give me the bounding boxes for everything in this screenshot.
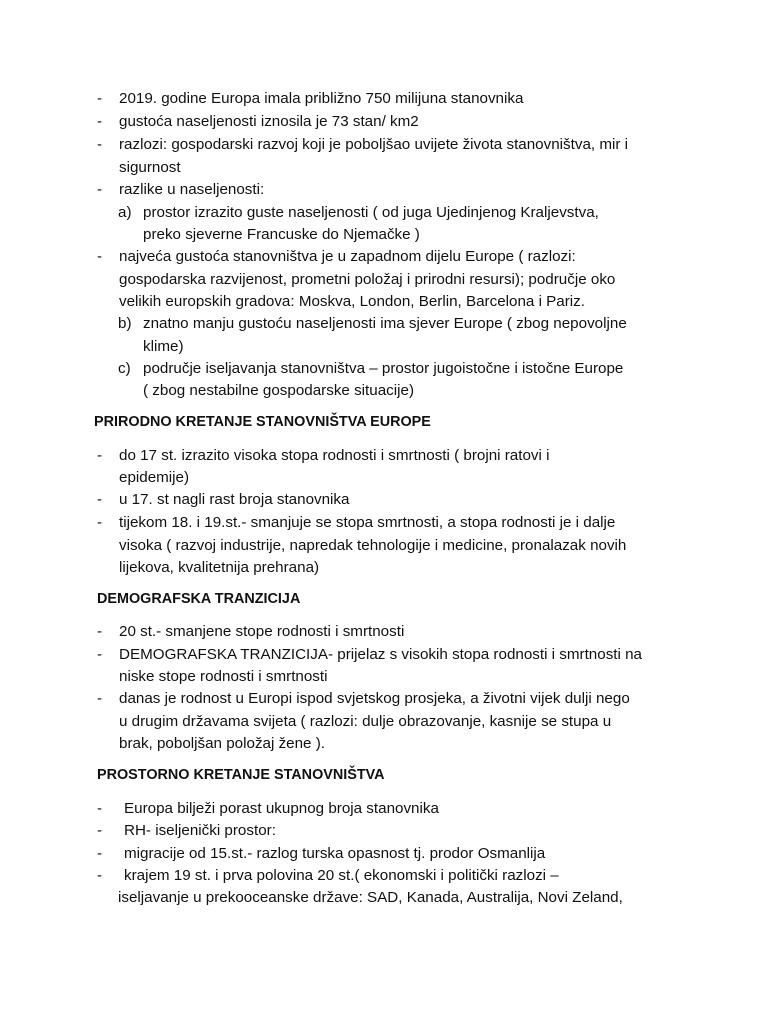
bullet-dash: - (97, 623, 103, 640)
list-item (0, 110, 768, 133)
heading-text: DEMOGRAFSKA TRANZICIJA (97, 591, 301, 607)
sub-list-continuation (0, 223, 768, 246)
list-item-continuation (0, 732, 768, 755)
list-item-text: u drugim državama svijeta ( razlozi: dulje obrazovanje, kasnije se stupa u (119, 713, 612, 730)
list-item (0, 819, 768, 842)
list-item-text: 2019. godine Europa imala približno 750 milijuna stanovnika (119, 90, 524, 107)
bullet-dash: - (97, 845, 103, 862)
list-item-text: krajem 19 st. i prva polovina 20 st.( ekonomski i politički razlozi – (124, 867, 559, 884)
list-item-text: niske stope rodnosti i smrtnosti (119, 668, 328, 685)
list-item-continuation (0, 268, 768, 291)
list-item (0, 620, 768, 643)
list-item-text: u 17. st nagli rast broja stanovnika (119, 491, 350, 508)
list-item-continuation (0, 886, 768, 909)
bullet-dash: - (97, 113, 103, 130)
list-item-text: iseljavanje u prekooceanske države: SAD, Kanada, Australija, Novi Zeland, (118, 889, 623, 906)
list-item-text: razlozi: gospodarski razvoj koji je poboljšao uvijete života stanovništva, mir i (119, 136, 629, 153)
list-item-text: lijekova, kvalitetnija prehrana) (119, 559, 320, 576)
sub-list-text: preko sjeverne Francuske do Njemačke ) (143, 226, 420, 243)
list-item-continuation (0, 665, 768, 688)
list-item-text: DEMOGRAFSKA TRANZICIJA- prijelaz s visokih stopa rodnosti i smrtnosti na (119, 646, 642, 663)
list-item (0, 797, 768, 820)
bullet-dash: - (97, 136, 103, 153)
bullet-dash: - (97, 646, 103, 663)
list-item-continuation (0, 290, 768, 313)
list-item-continuation (0, 710, 768, 733)
sub-list-item (0, 201, 768, 224)
sub-list-item (0, 312, 768, 335)
list-item (0, 864, 768, 887)
list-item-text: brak, poboljšan položaj žene ). (119, 735, 326, 752)
list-item (0, 511, 768, 534)
sub-list-continuation (0, 335, 768, 358)
sub-list-text: prostor izrazito guste naseljenosti ( od juga Ujedinjenog Kraljevstva, (143, 204, 599, 221)
list-item-continuation (0, 534, 768, 557)
section-heading (0, 588, 768, 611)
list-item-text: Europa bilježi porast ukupnog broja stanovnika (124, 800, 439, 817)
list-item (0, 87, 768, 110)
bullet-dash: - (97, 822, 103, 839)
section-heading (0, 411, 768, 434)
sub-list-continuation (0, 379, 768, 402)
list-item-continuation (0, 466, 768, 489)
bullet-dash: - (97, 800, 103, 817)
list-item-text: RH- iseljenički prostor: (124, 822, 276, 839)
bullet-dash: - (97, 248, 103, 265)
bullet-dash: - (97, 491, 103, 508)
sub-list-text: klime) (143, 338, 184, 355)
list-item (0, 842, 768, 865)
section-heading (0, 764, 768, 787)
bullet-dash: - (97, 447, 103, 464)
bullet-dash: - (97, 867, 103, 884)
sub-list-item (0, 357, 768, 380)
list-item (0, 444, 768, 467)
bullet-dash: - (97, 181, 103, 198)
list-item (0, 643, 768, 666)
sub-list-text: područje iseljavanja stanovništva – prostor jugoistočne i istočne Europe (143, 360, 624, 377)
sub-list-letter: b) (118, 315, 132, 332)
list-item-text: danas je rodnost u Europi ispod svjetskog prosjeka, a životni vijek dulji nego (119, 690, 630, 707)
list-item-text: migracije od 15.st.- razlog turska opasnost tj. prodor Osmanlija (124, 845, 546, 862)
sub-list-text: znatno manju gustoću naseljenosti ima sjever Europe ( zbog nepovoljne (143, 315, 627, 332)
bullet-dash: - (97, 690, 103, 707)
sub-list-letter: c) (118, 360, 131, 377)
list-item (0, 133, 768, 156)
heading-text: PROSTORNO KRETANJE STANOVNIŠTVA (97, 767, 385, 783)
list-item-text: razlike u naseljenosti: (119, 181, 265, 198)
heading-text: PRIRODNO KRETANJE STANOVNIŠTVA EUROPE (94, 414, 431, 430)
list-item-text: 20 st.- smanjene stope rodnosti i smrtnosti (119, 623, 405, 640)
list-item-text: gustoća naseljenosti iznosila je 73 stan/ km2 (119, 113, 419, 130)
list-item-text: sigurnost (119, 159, 181, 176)
list-item-text: epidemije) (119, 469, 190, 486)
list-item (0, 178, 768, 201)
list-item-text: velikih europskih gradova: Moskva, London, Berlin, Barcelona i Pariz. (119, 293, 585, 310)
sub-list-text: ( zbog nestabilne gospodarske situacije) (143, 382, 415, 399)
list-item-continuation (0, 156, 768, 179)
sub-list-letter: a) (118, 204, 132, 221)
list-item-text: najveća gustoća stanovništva je u zapadnom dijelu Europe ( razlozi: (119, 248, 576, 265)
list-item (0, 687, 768, 710)
bullet-dash: - (97, 90, 103, 107)
list-item-continuation (0, 556, 768, 579)
list-item-text: do 17 st. izrazito visoka stopa rodnosti i smrtnosti ( brojni ratovi i (119, 447, 550, 464)
list-item-text: tijekom 18. i 19.st.- smanjuje se stopa smrtnosti, a stopa rodnosti je i dalje (119, 514, 616, 531)
list-item (0, 245, 768, 268)
list-item-text: gospodarska razvijenost, prometni položaj i prirodni resursi); područje oko (119, 271, 616, 288)
list-item-text: visoka ( razvoj industrije, napredak tehnologije i medicine, pronalazak novih (119, 537, 627, 554)
bullet-dash: - (97, 514, 103, 531)
list-item (0, 488, 768, 511)
